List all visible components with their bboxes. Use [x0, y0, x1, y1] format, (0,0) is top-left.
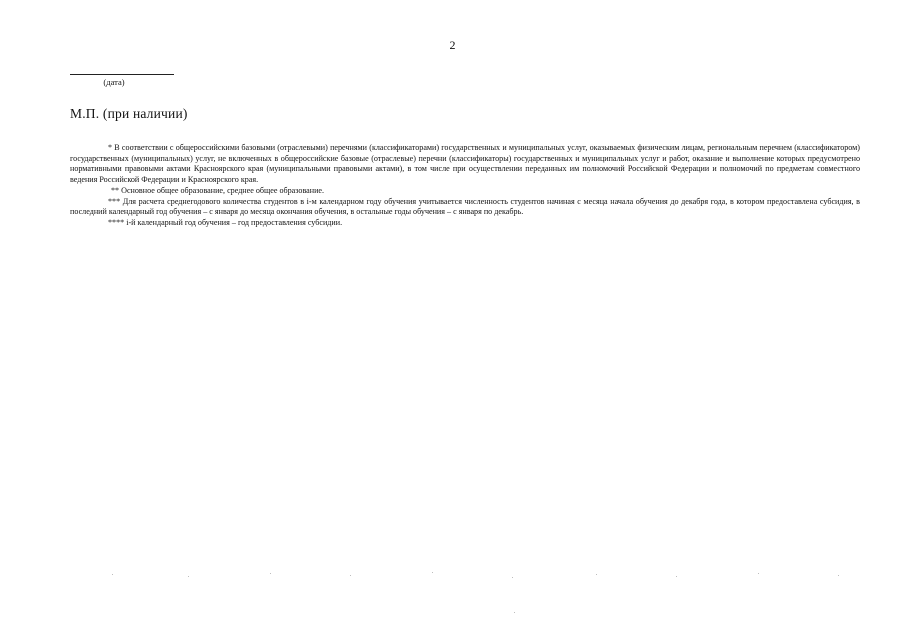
scan-speck	[432, 572, 433, 573]
footnote-2: ** Основное общее образование, среднее общее образование.	[111, 185, 325, 195]
scan-speck	[676, 576, 677, 577]
page-number: 2	[449, 38, 456, 52]
footnote-1: * В соответствии с общероссийскими базовыми (отраслевыми) перечнями (классификаторами) государственных и муниципальных услуг, оказываемых физическим лицам, региональным перечнем (классификатором) государственных (муниципальных) услуг, не включенных в общероссийские базовые (отраслевые) перечни (классификаторы) государственных и муниципальных услуг и работ, оказание и выполнение которых предусмотрено нормативными правовыми актами Красноярского края (муниципальными правовыми актами), в том числе при осуществлении переданных им полномочий Российской Федерации и полномочий по предметам совместного ведения Российской Федерации и Красноярского края.	[70, 143, 860, 185]
date-signature-block	[70, 74, 174, 87]
scan-speck	[350, 575, 351, 576]
footnote-3: *** Для расчета среднегодового количества студентов в i-м календарном году обучения учитывается численность студентов начиная с месяца начала обучения до декабря года, в котором предоставлена субсидия, в последний календарный год обучения – с января до месяца окончания обучения, в остальные годы обучения – с января по декабрь.	[70, 196, 860, 217]
scan-speck	[758, 573, 759, 574]
stamp-label: М.П. (при наличии)	[70, 106, 188, 121]
date-line	[70, 74, 174, 75]
scan-speck	[512, 577, 513, 578]
scan-speck	[112, 574, 113, 575]
footnote-4: **** i-й календарный год обучения – год предоставления субсидии.	[108, 217, 343, 227]
scan-speck	[838, 575, 839, 576]
scan-speck	[270, 573, 271, 574]
date-caption: (дата)	[103, 77, 125, 87]
scan-speck	[596, 574, 597, 575]
scan-speck	[188, 576, 189, 577]
footnotes	[70, 143, 860, 229]
scan-speck	[514, 612, 515, 613]
